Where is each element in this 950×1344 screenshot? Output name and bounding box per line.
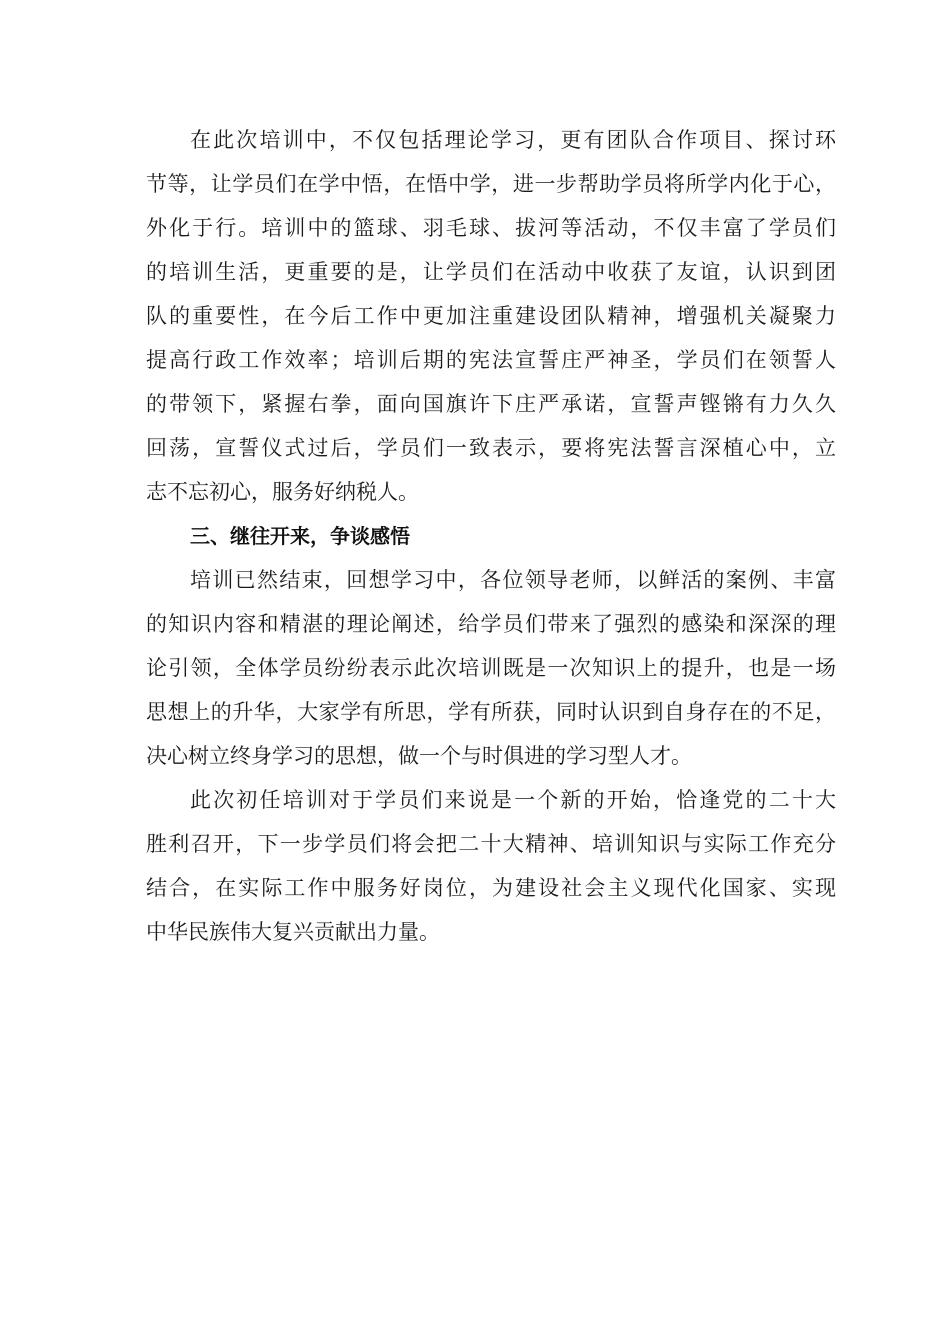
paragraph-line: 中华民族伟大复兴贡献出力量。 xyxy=(146,920,440,944)
paragraph-line: 培训已然结束，回想学习中，各位领导老师，以鲜活的案例、丰富 xyxy=(190,568,836,592)
document-body xyxy=(146,118,836,954)
paragraph-line: 的培训生活，更重要的是，让学员们在活动中收获了友谊，认识到团 xyxy=(146,260,836,284)
paragraph-line: 的知识内容和精湛的理论阐述，给学员们带来了强烈的感染和深深的理 xyxy=(146,612,836,636)
paragraph-line: 志不忘初心，服务好纳税人。 xyxy=(146,480,419,504)
paragraph-new-beginning xyxy=(146,778,836,954)
paragraph-line: 思想上的升华，大家学有所思，学有所获，同时认识到自身存在的不足， xyxy=(146,700,836,724)
section-heading: 三、继往开来，争谈感悟 xyxy=(190,524,410,548)
paragraph-line: 提高行政工作效率；培训后期的宪法宣誓庄严神圣，学员们在领誓人 xyxy=(146,348,836,372)
paragraph-line: 队的重要性，在今后工作中更加注重建设团队精神，增强机关凝聚力 xyxy=(146,304,836,328)
paragraph-line: 结合，在实际工作中服务好岗位，为建设社会主义现代化国家、实现 xyxy=(146,876,836,900)
paragraph-line: 胜利召开，下一步学员们将会把二十大精神、培训知识与实际工作充分 xyxy=(146,832,836,856)
paragraph-line: 的带领下，紧握右拳，面向国旗许下庄严承诺，宣誓声铿锵有力久久 xyxy=(146,392,836,416)
paragraph-line: 外化于行。培训中的篮球、羽毛球、拔河等活动，不仅丰富了学员们 xyxy=(146,216,836,240)
paragraph-training-reflection xyxy=(146,558,836,778)
paragraph-line: 决心树立终身学习的思想，做一个与时俱进的学习型人才。 xyxy=(146,744,692,768)
paragraph-line: 论引领，全体学员纷纷表示此次培训既是一次知识上的提升，也是一场 xyxy=(146,656,836,680)
paragraph-team-activities xyxy=(146,118,836,514)
paragraph-line: 在此次培训中，不仅包括理论学习，更有团队合作项目、探讨环 xyxy=(190,128,836,152)
paragraph-line: 回荡，宣誓仪式过后，学员们一致表示，要将宪法誓言深植心中，立 xyxy=(146,436,836,460)
paragraph-line: 节等，让学员们在学中悟，在悟中学，进一步帮助学员将所学内化于心， xyxy=(146,172,836,196)
paragraph-line: 此次初任培训对于学员们来说是一个新的开始，恰逢党的二十大 xyxy=(190,788,836,812)
